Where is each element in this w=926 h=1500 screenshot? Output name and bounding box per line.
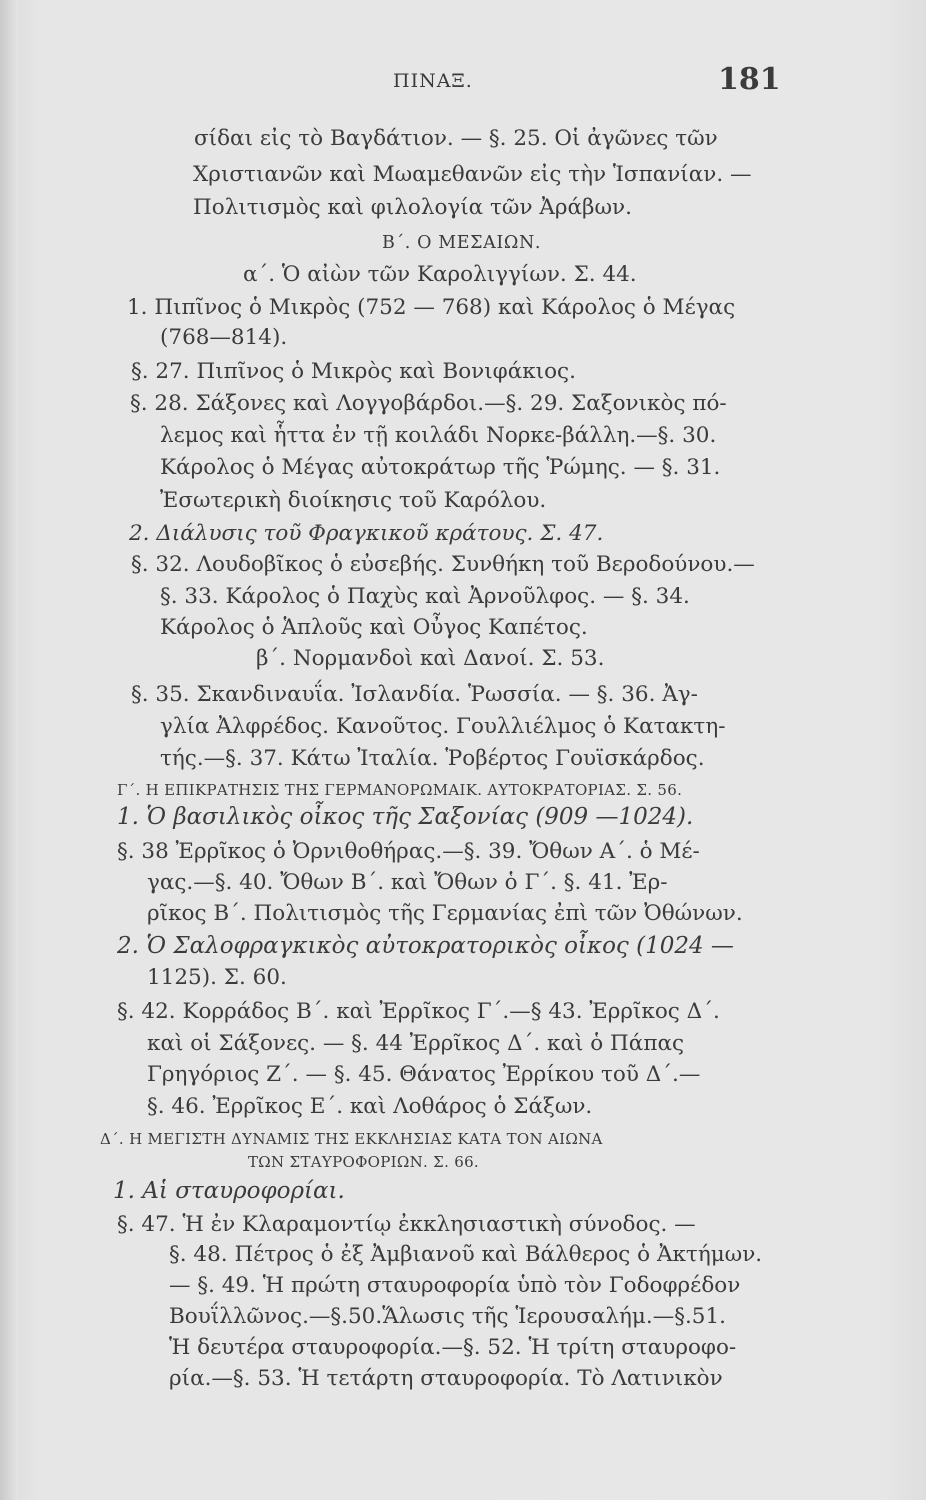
running-head: ΠΙΝΑΞ. bbox=[393, 70, 473, 92]
toc-line: §. 28. Σάξονες καὶ Λογγοβάρδοι.—§. 29. Σαξονικὸς πό- bbox=[130, 391, 727, 416]
toc-line: γλία Ἀλφρέδος. Κανοῦτος. Γουλλιέλμος ὁ Κατακτη- bbox=[160, 714, 726, 739]
toc-line: 1. Αἱ σταυροφορίαι. bbox=[113, 1178, 345, 1204]
section-heading: ΤΩΝ ΣΤΑΥΡΟΦΟΡΙΩΝ. Σ. 66. bbox=[248, 1153, 479, 1171]
section-heading: Δ΄. Η ΜΕΓΙΣΤΗ ΔΥΝΑΜΙΣ ΤΗΣ ΕΚΚΛΗΣΙΑΣ ΚΑΤΑ ΤΟΝ ΑΙΩΝΑ bbox=[100, 1130, 603, 1148]
toc-line: β΄. Νορμανδοὶ καὶ Δανοί. Σ. 53. bbox=[256, 646, 605, 671]
page-number: 181 bbox=[718, 62, 781, 97]
toc-line: 1125). Σ. 60. bbox=[147, 965, 287, 990]
toc-line: Βουΐλλῶνος.—§.50.Ἅλωσις τῆς Ἱερουσαλήμ.—§.51. bbox=[169, 1304, 726, 1329]
toc-line: §. 38 Ἐρρῖκος ὁ Ὀρνιθοθήρας.—§. 39. Ὄθων Α΄. ὁ Μέ- bbox=[117, 839, 700, 864]
toc-line: §. 32. Λουδοβῖκος ὁ εὐσεβής. Συνθήκη τοῦ Βεροδούνου.— bbox=[131, 552, 755, 577]
toc-line: Κάρολος ὁ Ἁπλοῦς καὶ Οὖγος Καπέτος. bbox=[160, 615, 588, 640]
toc-line: σίδαι εἰς τὸ Βαγδάτιον. — §. 25. Οἱ ἀγῶνες τῶν bbox=[194, 126, 718, 151]
toc-line: (768—814). bbox=[160, 325, 288, 350]
toc-line: Χριστιανῶν καὶ Μωαμεθανῶν εἰς τὴν Ἱσπανίαν. — bbox=[193, 162, 752, 187]
toc-line: §. 46. Ἐρρῖκος Ε΄. καὶ Λοθάρος ὁ Σάξων. bbox=[147, 1094, 593, 1119]
toc-line: Κάρολος ὁ Μέγας αὐτοκράτωρ τῆς Ῥώμης. — §. 31. bbox=[160, 455, 721, 480]
toc-line: ρία.—§. 53. Ἡ τετάρτη σταυροφορία. Τὸ Λατινικὸν bbox=[169, 1366, 723, 1391]
toc-line: §. 42. Κορράδος Β΄. καὶ Ἐρρῖκος Γ΄.—§ 43. Ἐρρῖκος Δ΄. bbox=[117, 999, 720, 1024]
toc-line: λεμος καὶ ἧττα ἐν τῇ κοιλάδι Νορκε-βάλλη.—§. 30. bbox=[160, 423, 717, 448]
section-heading: Γ΄. Η ΕΠΙΚΡΑΤΗΣΙΣ ΤΗΣ ΓΕΡΜΑΝΟΡΩΜΑΙΚ. ΑΥΤΟΚΡΑΤΟΡΙΑΣ. Σ. 56. bbox=[117, 781, 683, 799]
page-header bbox=[0, 62, 926, 102]
toc-line: τής.—§. 37. Κάτω Ἰταλία. Ῥοβέρτος Γουϊσκάρδος. bbox=[160, 746, 705, 771]
toc-line: γας.—§. 40. Ὄθων Β΄. καὶ Ὄθων ὁ Γ΄. §. 41. Ἐρ- bbox=[147, 870, 668, 895]
toc-line: §. 35. Σκανδιναυΐα. Ἰσλανδία. Ῥωσσία. — §. 36. Ἀγ- bbox=[131, 682, 698, 707]
toc-line: καὶ οἱ Σάξονες. — §. 44 Ἐρρῖκος Δ΄. καὶ ὁ Πάπας bbox=[147, 1031, 685, 1056]
section-heading: Β΄. Ο ΜΕΣΑΙΩΝ. bbox=[382, 233, 542, 253]
toc-line: 2. Ὁ Σαλοφραγκικὸς αὐτοκρατορικὸς οἶκος (1024 — bbox=[117, 933, 734, 959]
toc-line: Ἐσωτερικὴ διοίκησις τοῦ Καρόλου. bbox=[160, 488, 547, 513]
toc-line: §. 48. Πέτρος ὁ ἐξ Ἀμβιανοῦ καὶ Βάλθερος ὁ Ἀκτήμων. bbox=[169, 1242, 763, 1267]
toc-line: §. 27. Πιπῖνος ὁ Μικρὸς καὶ Βονιφάκιος. bbox=[131, 359, 576, 384]
toc-line: ρῖκος Β΄. Πολιτισμὸς τῆς Γερμανίας ἐπὶ τῶν Ὀθώνων. bbox=[147, 901, 743, 926]
toc-line: Πολιτισμὸς καὶ φιλολογία τῶν Ἀράβων. bbox=[193, 195, 632, 220]
toc-line: — §. 49. Ἡ πρώτη σταυροφορία ὑπὸ τὸν Γοδοφρέδον bbox=[169, 1273, 741, 1298]
toc-line: §. 47. Ἡ ἐν Κλαραμοντίῳ ἐκκλησιαστικὴ σύνοδος. — bbox=[117, 1212, 696, 1237]
toc-line: 1. Πιπῖνος ὁ Μικρὸς (752 — 768) καὶ Κάρολος ὁ Μέγας bbox=[127, 295, 736, 320]
page-binding-edge bbox=[0, 0, 18, 1500]
toc-line: 1. Ὁ βασιλικὸς οἶκος τῆς Σαξονίας (909 —1024). bbox=[117, 804, 694, 830]
toc-line: α΄. Ὁ αἰὼν τῶν Καρολιγγίων. Σ. 44. bbox=[243, 262, 637, 287]
toc-line: Γρηγόριος Ζ΄. — §. 45. Θάνατος Ἐρρίκου τοῦ Δ΄.— bbox=[147, 1062, 701, 1087]
toc-line: Ἡ δευτέρα σταυροφορία.—§. 52. Ἡ τρίτη σταυροφο- bbox=[169, 1335, 737, 1360]
toc-line: §. 33. Κάρολος ὁ Παχὺς καὶ Ἀρνοῦλφος. — §. 34. bbox=[160, 584, 690, 609]
toc-line: 2. Διάλυσις τοῦ Φραγκικοῦ κράτους. Σ. 47. bbox=[129, 521, 604, 546]
